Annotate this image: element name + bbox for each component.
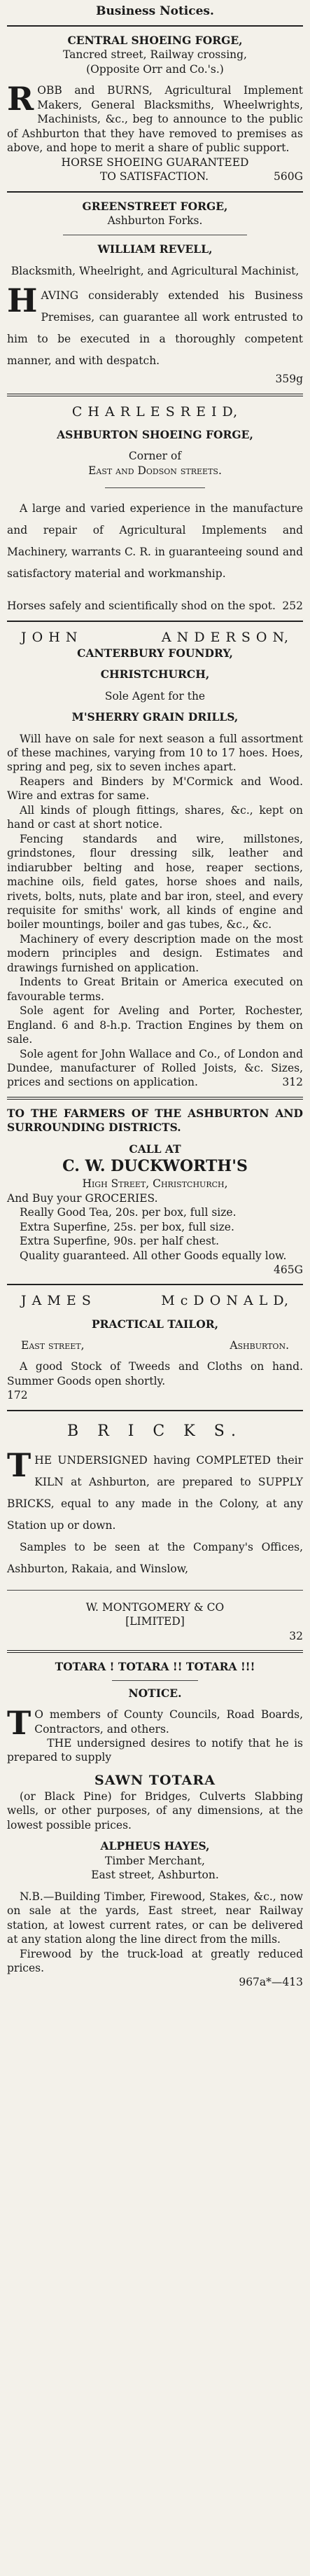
ad-para: Fencing standards and wire, millstones, grindstones, flour dressing silk, leather and indiarubber belting and hose, reaper sections, machine oils, field gates, horse shoes and nails, rivets, bolts, nuts, plate and bar iron, steel, and every requisite for smiths' work, all kinds of engine and boiler mountings, boiler and gas tubes, &c., &c.: [7, 832, 303, 932]
ad-name-last: M c D O N A L D,: [161, 1293, 289, 1309]
ad-name-first: J A M E S: [21, 1293, 92, 1309]
ad-para: Reapers and Binders by M'Cormick and Wood. Wire and extras for same.: [7, 775, 303, 803]
ad-para: N.B.—Building Timber, Firewood, Stakes, &c., now on sale at the yards, East street, near Railway station, at lowest current rates, or can be delivered at any station along the line direct from the mills.: [7, 1890, 303, 1946]
divider: [7, 394, 303, 396]
ad-title: CANTERBURY FOUNDRY,: [77, 646, 233, 660]
ad-name: ALPHEUS HAYES,: [100, 1839, 210, 1853]
ad-product: M'SHERRY GRAIN DRILLS,: [71, 710, 239, 724]
divider: [7, 191, 303, 193]
ad-name-last: A N D E R S O N,: [161, 629, 289, 645]
ad-para: (or Black Pine) for Bridges, Culverts Slabbing wells, or other purposes, of any dimensions, at the lowest possible prices.: [7, 1790, 303, 1831]
ad-note: [7, 599, 303, 613]
ad-price: Extra Superfine, 90s. per half chest.: [20, 1235, 220, 1248]
ad-title: TO THE FARMERS OF THE ASHBURTON AND SURROUNDING DISTRICTS.: [7, 1106, 303, 1135]
ad-price: Extra Superfine, 25s. per box, full size.: [20, 1220, 234, 1233]
ad-title: ASHBURTON SHOEING FORGE,: [57, 427, 253, 441]
ad-company-note: [LIMITED]: [125, 1615, 185, 1628]
drop-cap: T: [7, 1446, 31, 1484]
ad-address: High Street, Christchurch,: [82, 1177, 228, 1191]
divider: [112, 1680, 198, 1681]
ad-name: WILLIAM REVELL,: [97, 242, 213, 256]
ad-code: 359g: [275, 373, 303, 386]
ad-code: 32: [289, 1629, 303, 1642]
advert-greenstreet-forge: [7, 200, 303, 387]
divider: [7, 1590, 303, 1591]
ad-code: 172: [7, 1389, 28, 1402]
ad-name-first: J O H N: [21, 629, 78, 645]
ad-body: [7, 80, 303, 155]
section-header: Business Notices.: [96, 4, 214, 18]
drop-cap: R: [7, 80, 34, 118]
ad-para: [7, 1047, 303, 1090]
ad-body-text: AVING considerably extended his Business Premises, can guarantee all work entrusted to him to be executed in a thoroughly competent manner, and with despatch.: [7, 289, 303, 368]
advert-duckworth: [7, 1107, 303, 1277]
ad-title: PRACTICAL TAILOR,: [92, 1317, 218, 1331]
advert-bricks: [7, 1421, 303, 1643]
ad-para: Will have on sale for next season a full assortment of these machines, varying from 10 to 17 hoes. Hoes, spring and peg, six to seven inches apart.: [7, 732, 303, 774]
ad-product: SAWN TOTARA: [94, 1772, 216, 1788]
ad-para: Indents to Great Britain or America executed on favourable terms.: [7, 976, 303, 1003]
divider: [7, 25, 303, 27]
ad-code: 560G: [274, 170, 303, 183]
ad-price: Really Good Tea, 20s. per box, full size.: [20, 1206, 237, 1219]
drop-cap: H: [7, 282, 38, 320]
ad-para: Firewood by the truck-load at greatly reduced prices.: [7, 1947, 303, 1974]
ad-address: East and Dodson streets.: [88, 464, 222, 477]
ad-trade: Timber Merchant,: [105, 1854, 205, 1867]
ad-street: East street,: [21, 1339, 85, 1352]
ad-note-text: Horses safely and scientifically shod on the spot.: [7, 600, 276, 613]
ad-body: [7, 1446, 303, 1537]
ad-notice: NOTICE.: [128, 1686, 182, 1700]
divider: [7, 1410, 303, 1411]
ad-name: C H A R L E S R E I D,: [71, 403, 239, 420]
ad-address: Tancred street, Railway crossing,: [63, 48, 247, 62]
ad-company: W. MONTGOMERY & CO: [85, 1600, 225, 1614]
ad-note: Quality guaranteed. All other Goods equally low.: [20, 1249, 287, 1262]
ad-call: CALL AT: [129, 1142, 181, 1156]
ad-code: 465G: [274, 1263, 303, 1277]
ad-address-label: Corner of: [128, 450, 182, 463]
ad-body: A large and varied experience in the manufacture and repair of Agricultural Implements and Machinery, warrants C. R. in guaranteeing sound and satisfactory material and workmanship.: [7, 502, 303, 581]
ad-city: CHRISTCHURCH,: [100, 667, 210, 681]
ad-para-text: O members of County Councils, Road Boards, Contractors, and others.: [34, 1708, 303, 1736]
advert-james-mcdonald: [7, 1292, 303, 1402]
ad-slogan: HORSE SHOEING GUARANTEED: [61, 155, 249, 169]
ad-title: GREENSTREET FORGE,: [82, 199, 228, 213]
divider: [7, 621, 303, 622]
newspaper-page: [0, 4, 310, 2576]
ad-para: Machinery of every description made on the most modern principles and design. Estimates and drawings furnished on application.: [7, 932, 303, 974]
ad-title: CENTRAL SHOEING FORGE,: [67, 34, 243, 47]
ad-para: Sole agent for Aveling and Porter, Rochester, England. 6 and 8-h.p. Traction Engines by them on sale.: [7, 1004, 303, 1046]
ad-body: A good Stock of Tweeds and Cloths on hand. Summer Goods open shortly.: [7, 1360, 303, 1387]
advert-charles-reid: [7, 403, 303, 614]
ad-location: Ashburton Forks.: [107, 214, 203, 227]
ad-subtitle: Sole Agent for the: [104, 689, 206, 702]
ad-title: TOTARA ! TOTARA !! TOTARA !!!: [55, 1660, 255, 1674]
ad-body: [7, 282, 303, 372]
ad-address: East street, Ashburton.: [91, 1869, 219, 1882]
ad-body-2: Samples to be seen at the Company's Offices, Ashburton, Rakaia, and Winslow,: [7, 1540, 303, 1575]
ad-body-text: OBB and BURNS, Agricultural Implement Makers, General Blacksmiths, Wheelwrights, Machinists, &c., beg to announce to the public of Ashburton that they have removed to premises as above, and hope to merit a share of public support.: [7, 84, 303, 155]
divider: [7, 1650, 303, 1653]
ad-para-text: Sole agent for John Wallace and Co., of London and Dundee, manufacturer of Rolled Joists, &c. Sizes, prices and sections on application.: [7, 1047, 303, 1089]
advert-john-anderson: [7, 629, 303, 1090]
drop-cap: T: [7, 1704, 31, 1743]
ad-slogan-2: TO SATISFACTION.: [99, 170, 209, 183]
advert-totara: [7, 1660, 303, 1990]
ad-name: C. W. DUCKWORTH'S: [62, 1157, 248, 1176]
ad-para: THE undersigned desires to notify that he is prepared to supply: [7, 1737, 303, 1764]
ad-code: 252: [282, 600, 303, 613]
ad-para: All kinds of plough fittings, shares, &c., kept on hand or cast at short notice.: [7, 803, 303, 831]
ad-title: B R I C K S.: [67, 1422, 243, 1440]
ad-town: Ashburton.: [230, 1339, 289, 1352]
ad-trade: Blacksmith, Wheelright, and Agricultural Machinist,: [10, 264, 300, 277]
ad-address-note: (Opposite Orr and Co.'s.): [86, 62, 224, 76]
ad-line: And Buy your GROCERIES.: [7, 1191, 158, 1205]
ad-code: 312: [282, 1076, 303, 1089]
ad-body-text: HE UNDERSIGNED having COMPLETED their KILN at Ashburton, are prepared to SUPPLY BRICKS, equal to any made in the Colony, at any Station up or down.: [7, 1453, 303, 1532]
advert-central-shoeing-forge: [7, 34, 303, 184]
divider: [7, 1097, 303, 1100]
divider: [105, 487, 205, 488]
divider: [7, 1284, 303, 1285]
ad-code: 967a*—413: [239, 1976, 303, 1989]
ad-para: [7, 1704, 303, 1743]
